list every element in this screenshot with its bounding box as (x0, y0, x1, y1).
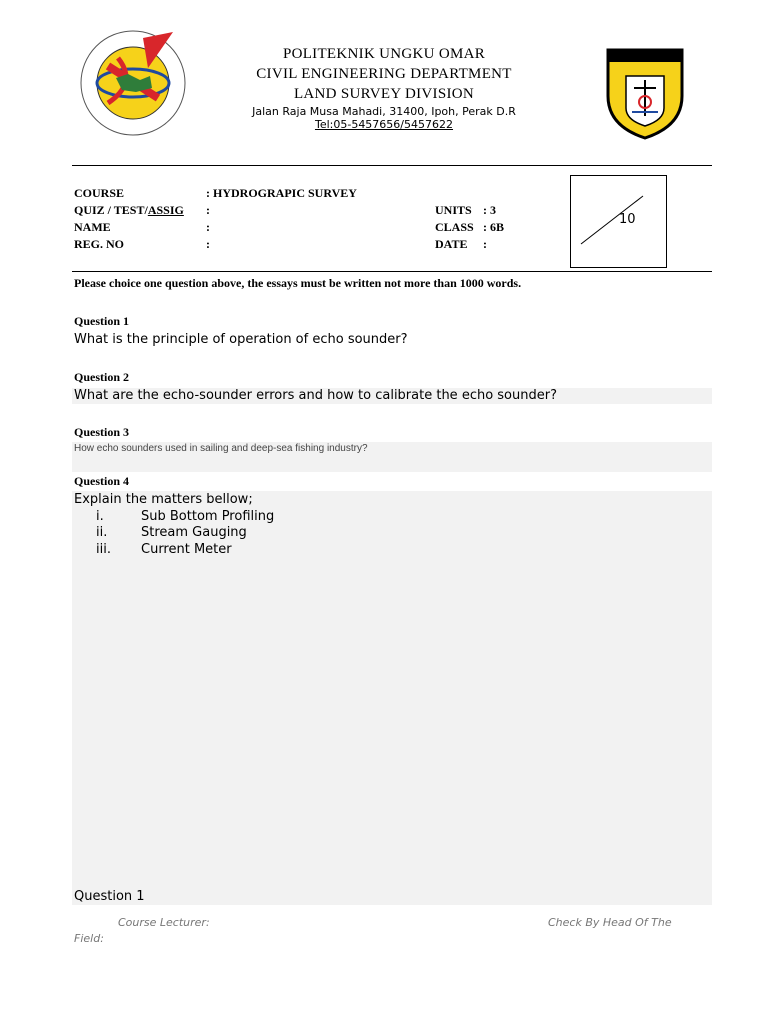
question-3-title: Question 3 (74, 425, 130, 439)
class-value: : 6B (483, 220, 504, 234)
division-name: LAND SURVEY DIVISION (293, 86, 475, 102)
question-4-text: Explain the matters bellow; (74, 492, 253, 507)
instruction: Please choice one question above, the essays must be written not more than 1000 words. (74, 276, 522, 290)
date-label: DATE (435, 237, 468, 251)
header-rule-bottom (72, 271, 712, 272)
trailing-question-label: Question 1 (74, 889, 145, 904)
institution-name: POLITEKNIK UNGKU OMAR (282, 46, 486, 62)
quiz-label: QUIZ / TEST/ASSIG (74, 203, 184, 217)
regno-value: : (206, 237, 210, 251)
list-item: Sub Bottom Profiling (141, 509, 275, 524)
quiz-value: : (206, 203, 210, 217)
course-value: : HYDROGRAPIC SURVEY (206, 186, 357, 200)
name-label: NAME (74, 220, 111, 234)
course-lecturer-label: Course Lecturer: (118, 916, 210, 929)
head-of-field-label: Check By Head Of The (548, 916, 672, 929)
list-item-num: ii. (96, 525, 108, 540)
class-label: CLASS (435, 220, 474, 234)
score-box (570, 175, 667, 268)
address: Jalan Raja Musa Mahadi, 31400, Ipoh, Perak D.R (252, 105, 516, 118)
department-name: CIVIL ENGINEERING DEPARTMENT (256, 66, 512, 82)
phone: Tel:05-5457656/5457622 (314, 118, 454, 131)
header-rule-top (72, 165, 712, 166)
list-item: Current Meter (141, 542, 232, 557)
name-value: : (206, 220, 210, 234)
list-item-num: i. (96, 509, 104, 524)
list-item: Stream Gauging (141, 525, 247, 540)
units-label: UNITS (435, 203, 472, 217)
field-label: Field: (74, 932, 104, 945)
date-value: : (483, 237, 487, 251)
regno-label: REG. NO (74, 237, 125, 251)
question-2-title: Question 2 (74, 370, 130, 384)
list-item-num: iii. (96, 542, 111, 557)
question-3-text: How echo sounders used in sailing and deep-sea fishing industry? (74, 443, 368, 454)
course-label: COURSE (74, 186, 125, 200)
score-denominator: 10 (619, 212, 636, 227)
question-2-text: What are the echo-sounder errors and how to calibrate the echo sounder? (74, 388, 557, 403)
units-value: : 3 (483, 203, 496, 217)
question-1-text: What is the principle of operation of echo sounder? (74, 332, 408, 347)
question-1-title: Question 1 (74, 314, 130, 328)
question-4-title: Question 4 (74, 474, 130, 488)
